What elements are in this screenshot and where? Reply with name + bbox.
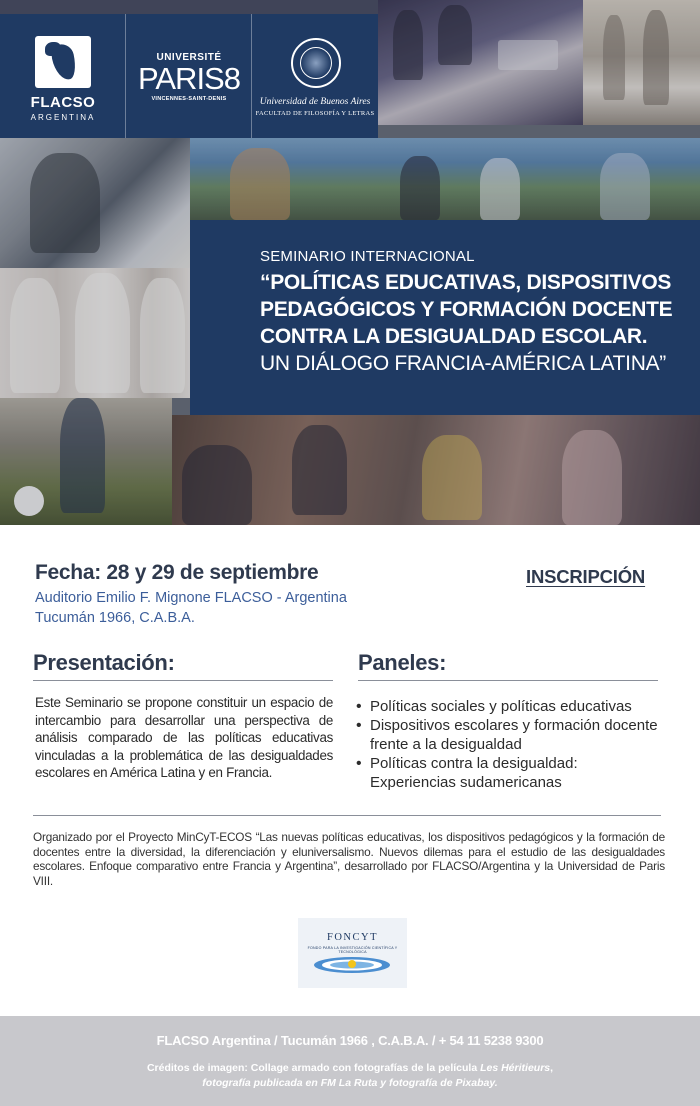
paris8-main: PARIS8 bbox=[138, 61, 240, 96]
credits-suffix: , bbox=[550, 1062, 554, 1074]
uba-seal-icon bbox=[291, 38, 341, 88]
flacso-name: FLACSO bbox=[30, 94, 96, 111]
seminar-title-line: “POLÍTICAS EDUCATIVAS, DISPOSITIVOS bbox=[260, 271, 672, 294]
event-venue bbox=[35, 588, 347, 628]
panel-item: • Dispositivos escolares y formación docente frente a la desigualdad bbox=[356, 716, 666, 754]
flacso-sub: ARGENTINA bbox=[30, 113, 96, 122]
seminar-title bbox=[260, 269, 700, 350]
organizer-note: Organizado por el Proyecto MinCyT-ECOS “Las nuevas políticas educativas, los dispositivos pedagógicos y la formación de docentes entre la diversidad, la diferenciación y eluniversalismo. Nuevos dilemas para el estudio de las desigualdades escolares. Enfoque comparativo entre Francia y Argentina”, desarrollado por FLACSO/Argentina y la Universidad de Paris VIII. bbox=[33, 830, 665, 888]
paneles-list bbox=[356, 697, 666, 792]
seminar-kicker: SEMINARIO INTERNACIONAL bbox=[260, 248, 475, 265]
flacso-logo bbox=[0, 14, 126, 138]
footer-contact: FLACSO Argentina / Tucumán 1966 , C.A.B.A. / + 54 11 5238 9300 bbox=[156, 1033, 544, 1048]
inscripcion-link[interactable]: INSCRIPCIÓN bbox=[526, 566, 646, 587]
paris8-logo bbox=[126, 14, 252, 138]
footer bbox=[0, 1016, 700, 1106]
paris8-top: UNIVERSITÉ bbox=[156, 52, 222, 63]
seminar-title-line: PEDAGÓGICOS Y FORMACIÓN DOCENTE bbox=[260, 298, 673, 321]
foncyt-sub: FONDO PARA LA INVESTIGACIÓN CIENTÍFICA Y TECNOLÓGICA bbox=[307, 946, 398, 954]
foncyt-name: FONCYT bbox=[326, 932, 378, 943]
paneles-divider bbox=[358, 680, 658, 681]
uba-sub: FACULTAD DE FILOSOFÍA Y LETRAS bbox=[255, 110, 375, 117]
seminar-title-box bbox=[190, 220, 700, 415]
section-divider bbox=[33, 815, 661, 816]
seminar-subtitle: UN DIÁLOGO FRANCIA-AMÉRICA LATINA” bbox=[260, 352, 666, 375]
hero-collage bbox=[0, 0, 700, 525]
event-date: Fecha: 28 y 29 de septiembre bbox=[35, 561, 319, 584]
seminar-title-line: CONTRA LA DESIGUALDAD ESCOLAR. bbox=[260, 325, 648, 348]
argentina-sun-icon bbox=[313, 956, 391, 974]
footer-credits bbox=[0, 1062, 700, 1074]
uba-name: Universidad de Buenos Aires bbox=[259, 97, 371, 107]
america-map-icon bbox=[35, 36, 91, 88]
foncyt-logo bbox=[298, 918, 407, 988]
credits-film: Les Héritieurs bbox=[480, 1062, 551, 1074]
paneles-heading: Paneles: bbox=[358, 650, 447, 675]
panel-item: • Políticas contra la desigualdad: Experiencias sudamericanas bbox=[356, 754, 666, 792]
panel-item: • Políticas sociales y políticas educativas bbox=[356, 697, 666, 716]
partner-logos bbox=[0, 14, 378, 138]
paris8-sub: VINCENNES-SAINT-DENIS bbox=[151, 96, 227, 102]
venue-line: Tucumán 1966, C.A.B.A. bbox=[35, 610, 195, 626]
presentacion-heading: Presentación: bbox=[33, 650, 175, 675]
credits-prefix: Créditos de imagen: Collage armado con fotografías de la película bbox=[146, 1062, 481, 1074]
presentacion-divider bbox=[33, 680, 333, 681]
presentacion-text: Este Seminario se propone constituir un espacio de intercambio para desarrollar una perspectiva de análisis comparado de las políticas educativas vinculadas a la problemática de las desigualdades escolares en América Latina y en Francia. bbox=[35, 695, 333, 781]
footer-credits-line2: fotografía publicada en FM La Ruta y fotografía de Pixabay. bbox=[202, 1077, 498, 1089]
venue-line: Auditorio Emilio F. Mignone FLACSO - Argentina bbox=[35, 590, 347, 606]
uba-logo bbox=[252, 14, 378, 138]
